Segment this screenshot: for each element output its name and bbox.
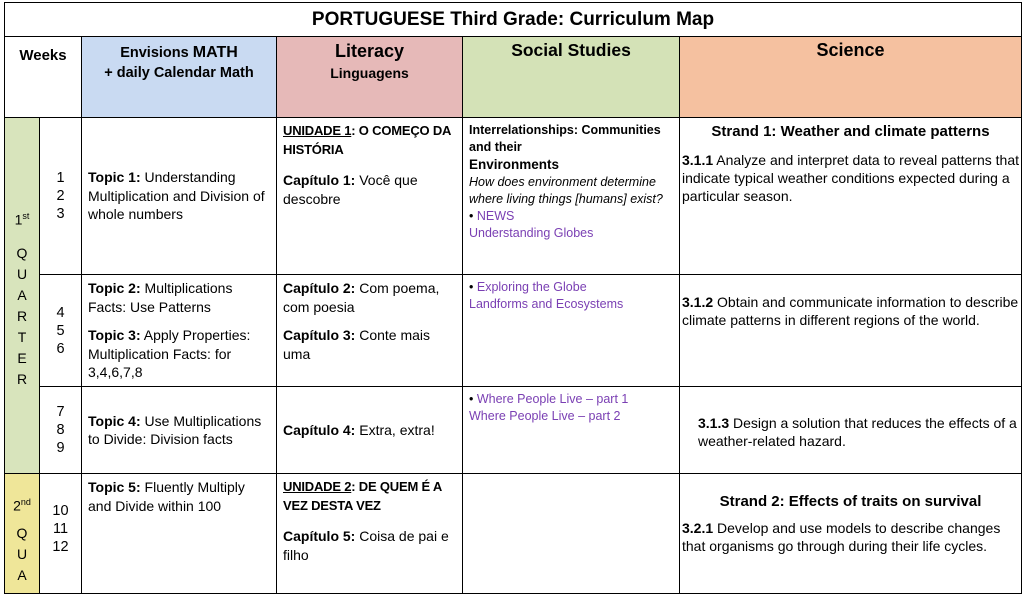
header-literacy-label: Literacy (334, 41, 405, 61)
literacy-row-3: Capítulo 4: Extra, extra! (277, 387, 463, 474)
header-science: Science (680, 37, 1022, 118)
social-studies-row-2 (463, 275, 680, 387)
math-topic-4: Topic 4: Use Multiplications to Divide: Division facts (82, 387, 277, 474)
science-row-2: 3.1.2 Obtain and communicate information to describe climate patterns in different regions of the world. (680, 275, 1022, 387)
quarter-letter: R (16, 307, 28, 324)
quarter-letter: A (17, 286, 27, 303)
science-row-3: 3.1.3 Design a solution that reduces the effects of a weather-related hazard. (680, 387, 1022, 474)
math-topic-1: Topic 1: Understanding Multiplication and Division of whole numbers (82, 118, 277, 275)
literacy-row-2 (277, 275, 463, 387)
people-live-1-link[interactable]: • Where People Live – part 1 (469, 392, 629, 406)
quarter-letter: U (16, 265, 28, 282)
quarter-letter: R (16, 370, 28, 387)
weeks-row-1: 1 2 3 (40, 118, 82, 275)
weeks-row-2: 4 5 6 (40, 275, 82, 387)
strand-1-heading: Strand 1: Weather and climate patterns (711, 123, 990, 140)
header-math (82, 37, 277, 118)
math-topics-2-3 (82, 275, 277, 387)
quarter-1-label (5, 118, 40, 474)
quarter-1-number: 1st (14, 211, 30, 228)
quarter-letter: A (17, 566, 27, 583)
header-weeks: Weeks (5, 37, 82, 118)
quarter-letter: Q (16, 244, 28, 261)
chapter-3: Capítulo 3: Conte mais uma (283, 327, 431, 362)
weeks-row-3: 7 8 9 (40, 387, 82, 474)
chapter-5: Capítulo 5: Coisa de pai e filho (283, 528, 449, 563)
globes-link[interactable]: Understanding Globes (469, 226, 594, 240)
header-math-big: MATH (192, 44, 238, 61)
landforms-link[interactable]: Landforms and Ecosystems (469, 297, 624, 311)
unit-1-heading: UNIDADE 1: O COMEÇO DA HISTÓRIA (283, 123, 451, 157)
page-title: PORTUGUESE Third Grade: Curriculum Map (5, 3, 1022, 37)
math-topic-3: Topic 3: Apply Properties: Multiplication Facts: for 3,4,6,7,8 (88, 327, 251, 380)
quarter-2-label (5, 474, 40, 594)
social-studies-row-1: Interrelationships: Communities and their Environments How does environment determine where living things [humans] exist? • NEWS Understanding Globes (463, 118, 680, 275)
quarter-letter: Q (16, 524, 28, 541)
chapter-1: Capítulo 1: Você que descobre (283, 172, 418, 207)
people-live-2-link[interactable]: Where People Live – part 2 (469, 409, 621, 423)
literacy-unit-1 (277, 118, 463, 275)
social-studies-row-3 (463, 387, 680, 474)
science-row-4: Strand 2: Effects of traits on survival 3.2.1 Develop and use models to describe changes that organisms go through during their life cycles. (680, 474, 1022, 594)
science-row-1: Strand 1: Weather and climate patterns 3.1.1 Analyze and interpret data to reveal patterns that indicate typical weather conditions expected during a particular season. (680, 118, 1022, 275)
unit-2-heading: UNIDADE 2: DE QUEM É A VEZ DESTA VEZ (283, 479, 442, 513)
header-literacy-sub: Linguagens (330, 65, 409, 81)
header-social-studies: Social Studies (463, 37, 680, 118)
strand-2-heading: Strand 2: Effects of traits on survival (719, 493, 982, 510)
quarter-2-number: 2nd (13, 497, 31, 514)
news-link[interactable]: • NEWS (469, 209, 515, 223)
quarter-letter: E (17, 349, 27, 366)
literacy-unit-2 (277, 474, 463, 594)
header-math-line1: Envisions (120, 45, 193, 61)
header-math-line2: + daily Calendar Math (104, 65, 254, 81)
math-topic-5: Topic 5: Fluently Multiply and Divide within 100 (82, 474, 277, 594)
math-topic-2: Topic 2: Multiplications Facts: Use Patterns (88, 280, 233, 315)
header-literacy (277, 37, 463, 118)
globe-link[interactable]: • Exploring the Globe (469, 280, 587, 294)
chapter-2: Capítulo 2: Com poema, com poesia (283, 280, 440, 315)
weeks-row-4: 10 11 12 (40, 474, 82, 594)
social-studies-row-4 (463, 474, 680, 594)
curriculum-map-table (4, 2, 1022, 594)
quarter-letter: U (16, 545, 28, 562)
quarter-letter: T (17, 328, 27, 345)
